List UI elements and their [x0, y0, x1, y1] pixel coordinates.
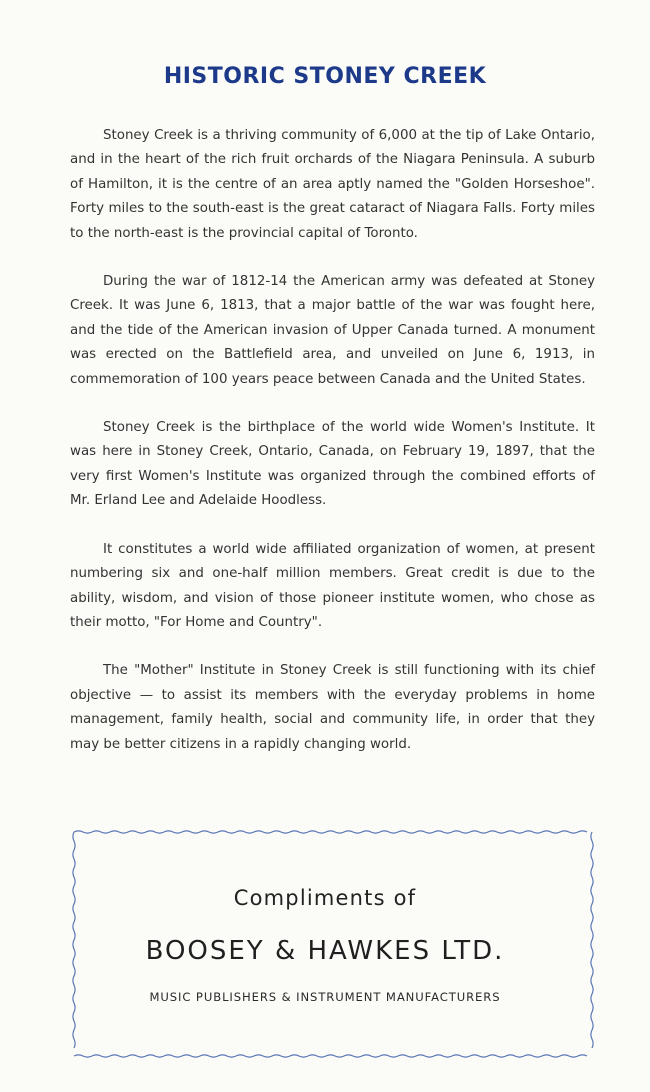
paragraph-mother-institute: The "Mother" Institute in Stoney Creek is still functioning with its chief objective — to assist its members with the everyday problems in home management, family health, social and community life, in order that they may be better citizens in a rapidly changing world.	[70, 663, 595, 752]
paragraph-community: Stoney Creek is a thriving community of 6,000 at the tip of Lake Ontario, and in the heart of the rich fruit orchards of the Niagara Peninsula. A suburb of Hamilton, it is the centre of an area aptly named the "Golden Horseshoe". Forty miles to the south-east is the great cataract of Niagara Falls. Forty miles to the north-east is the provincial capital of Toronto.	[70, 128, 595, 241]
ad-tagline: MUSIC PUBLISHERS & INSTRUMENT MANUFACTURERS	[149, 990, 501, 1004]
paragraph-war-1812: During the war of 1812-14 the American army was defeated at Stoney Creek. It was June 6, 1813, that a major battle of the war was fought here, and the tide of the American invasion of Upper Canada turned. A monument was erected on the Battlefield area, and unveiled on June 6, 1913, in commemoration of 100 years peace between Canada and the United States.	[70, 274, 595, 387]
paragraph-organization: It constitutes a world wide affiliated organization of women, at present numbering six and one-half million members. Great credit is due to the ability, wisdom, and vision of those pioneer institute women, who chose as their motto, "For Home and Country".	[70, 541, 595, 630]
article-body	[70, 124, 595, 781]
ad-company-name: BOOSEY & HAWKES LTD.	[145, 936, 505, 966]
page-title: HISTORIC STONEY CREEK	[163, 64, 487, 89]
paragraph-womens-institute: Stoney Creek is the birthplace of the world wide Women's Institute. It was here in Stoney Creek, Ontario, Canada, on February 19, 1897, that the very first Women's Institute was organized through the combined efforts of Mr. Erland Lee and Adelaide Hoodless.	[70, 420, 595, 509]
ad-compliments-line: Compliments of	[233, 886, 417, 910]
